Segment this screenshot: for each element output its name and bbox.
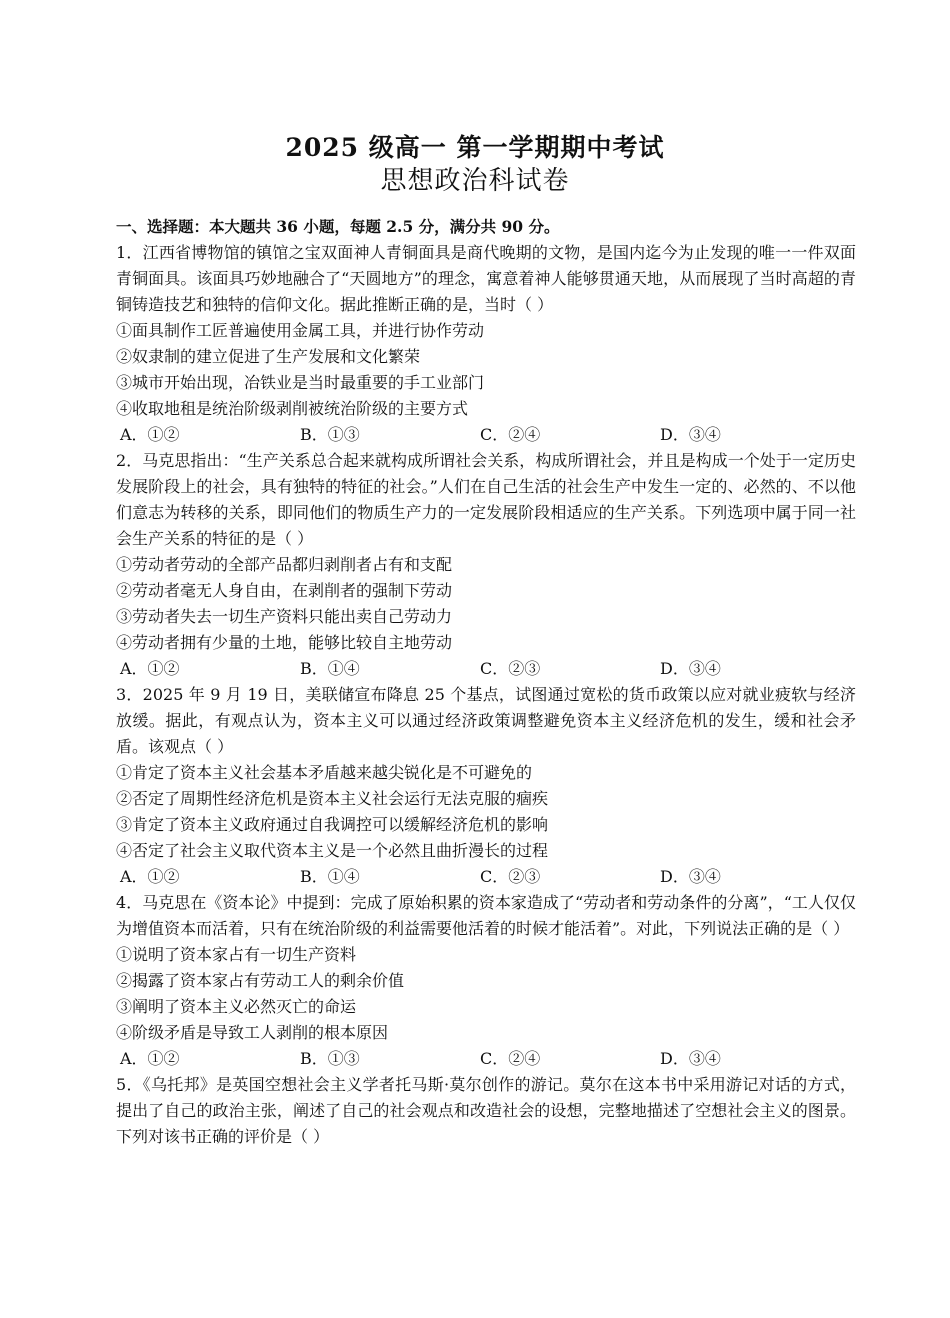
question-3 (116, 682, 856, 890)
choice-b: B．①④ (300, 867, 360, 886)
statement-option: ②劳动者毫无人身自由，在剥削者的强制下劳动 (116, 581, 453, 600)
choice-d: D．③④ (660, 867, 721, 886)
answer-choices (116, 864, 856, 890)
choice-d: D．③④ (660, 1049, 721, 1068)
question-stem: 4．马克思在《资本论》中提到：完成了原始积累的资本家造成了“劳动者和劳动条件的分离”，“工人仅仅为增值资本而活着，只有在统治阶级的利益需要他活着的时候才能活着”。对此，下列说法正确的是（ ） (116, 893, 856, 938)
statement-option: ①肯定了资本主义社会基本矛盾越来越尖锐化是不可避免的 (116, 763, 533, 782)
statement-option: ②揭露了资本家占有劳动工人的剩余价值 (116, 971, 405, 990)
statement-option: ④收取地租是统治阶级剥削被统治阶级的主要方式 (116, 399, 469, 418)
exam-content (116, 214, 856, 1150)
answer-choices (116, 1046, 856, 1072)
question-1 (116, 240, 856, 448)
statement-option: ②否定了周期性经济危机是资本主义社会运行无法克服的痼疾 (116, 789, 549, 808)
question-4 (116, 890, 856, 1072)
question-stem: 1．江西省博物馆的镇馆之宝双面神人青铜面具是商代晚期的文物，是国内迄今为止发现的唯一一件双面青铜面具。该面具巧妙地融合了“天圆地方”的理念，寓意着神人能够贯通天地，从而展现了当时高超的青铜铸造技艺和独特的信仰文化。据此推断正确的是，当时（ ） (116, 243, 856, 314)
statement-option: ③劳动者失去一切生产资料只能出卖自己劳动力 (116, 607, 453, 626)
question-stem: 2．马克思指出：“生产关系总合起来就构成所谓社会关系，构成所谓社会，并且是构成一个处于一定历史发展阶段上的社会，具有独特的特征的社会。”人们在自己生活的社会生产中发生一定的、必然的、不以他们意志为转移的关系，即同他们的物质生产力的一定发展阶段相适应的生产关系。下列选项中属于同一社会生产关系的特征的是（ ） (116, 451, 856, 548)
choice-c: C．②④ (480, 425, 541, 444)
statement-option: ③阐明了资本主义必然灭亡的命运 (116, 997, 357, 1016)
choice-b: B．①④ (300, 659, 360, 678)
statement-option: ④否定了社会主义取代资本主义是一个必然且曲折漫长的过程 (116, 841, 549, 860)
question-5 (116, 1072, 856, 1150)
statement-option: ④阶级矛盾是导致工人剥削的根本原因 (116, 1023, 389, 1042)
choice-a: A．①② (120, 659, 180, 678)
question-stem: 5．《乌托邦》是英国空想社会主义学者托马斯·莫尔创作的游记。莫尔在这本书中采用游记对话的方式，提出了自己的政治主张，阐述了自己的社会观点和改造社会的设想，完整地描述了空想社会主义的图景。下列对该书正确的评价是（ ） (116, 1075, 856, 1146)
statement-option: ②奴隶制的建立促进了生产发展和文化繁荣 (116, 347, 421, 366)
statement-option: ③肯定了资本主义政府通过自我调控可以缓解经济危机的影响 (116, 815, 549, 834)
choice-d: D．③④ (660, 659, 721, 678)
choice-a: A．①② (120, 867, 180, 886)
statement-option: ①劳动者劳动的全部产品都归剥削者占有和支配 (116, 555, 453, 574)
answer-choices (116, 656, 856, 682)
choice-a: A．①② (120, 1049, 180, 1068)
choice-d: D．③④ (660, 425, 721, 444)
exam-title: 2025 级高一 第一学期期中考试 (285, 133, 665, 162)
choice-c: C．②③ (480, 659, 541, 678)
question-2 (116, 448, 856, 682)
answer-choices (116, 422, 856, 448)
statement-option: ①面具制作工匠普遍使用金属工具，并进行协作劳动 (116, 321, 485, 340)
statement-option: ③城市开始出现，冶铁业是当时最重要的手工业部门 (116, 373, 485, 392)
question-stem: 3．2025 年 9 月 19 日，美联储宣布降息 25 个基点，试图通过宽松的货币政策以应对就业疲软与经济放缓。据此，有观点认为，资本主义可以通过经济政策调整避免资本主义经济危机的发生，缓和社会矛盾。该观点（ ） (116, 685, 856, 756)
choice-c: C．②③ (480, 867, 541, 886)
choice-a: A．①② (120, 425, 180, 444)
exam-subject-title: 思想政治科试卷 (380, 166, 570, 196)
section-heading: 一、选择题：本大题共 36 小题，每题 2.5 分，满分共 90 分。 (116, 217, 560, 236)
statement-option: ④劳动者拥有少量的土地，能够比较自主地劳动 (116, 633, 453, 652)
choice-b: B．①③ (300, 1049, 360, 1068)
choice-c: C．②④ (480, 1049, 541, 1068)
choice-b: B．①③ (300, 425, 360, 444)
statement-option: ①说明了资本家占有一切生产资料 (116, 945, 357, 964)
